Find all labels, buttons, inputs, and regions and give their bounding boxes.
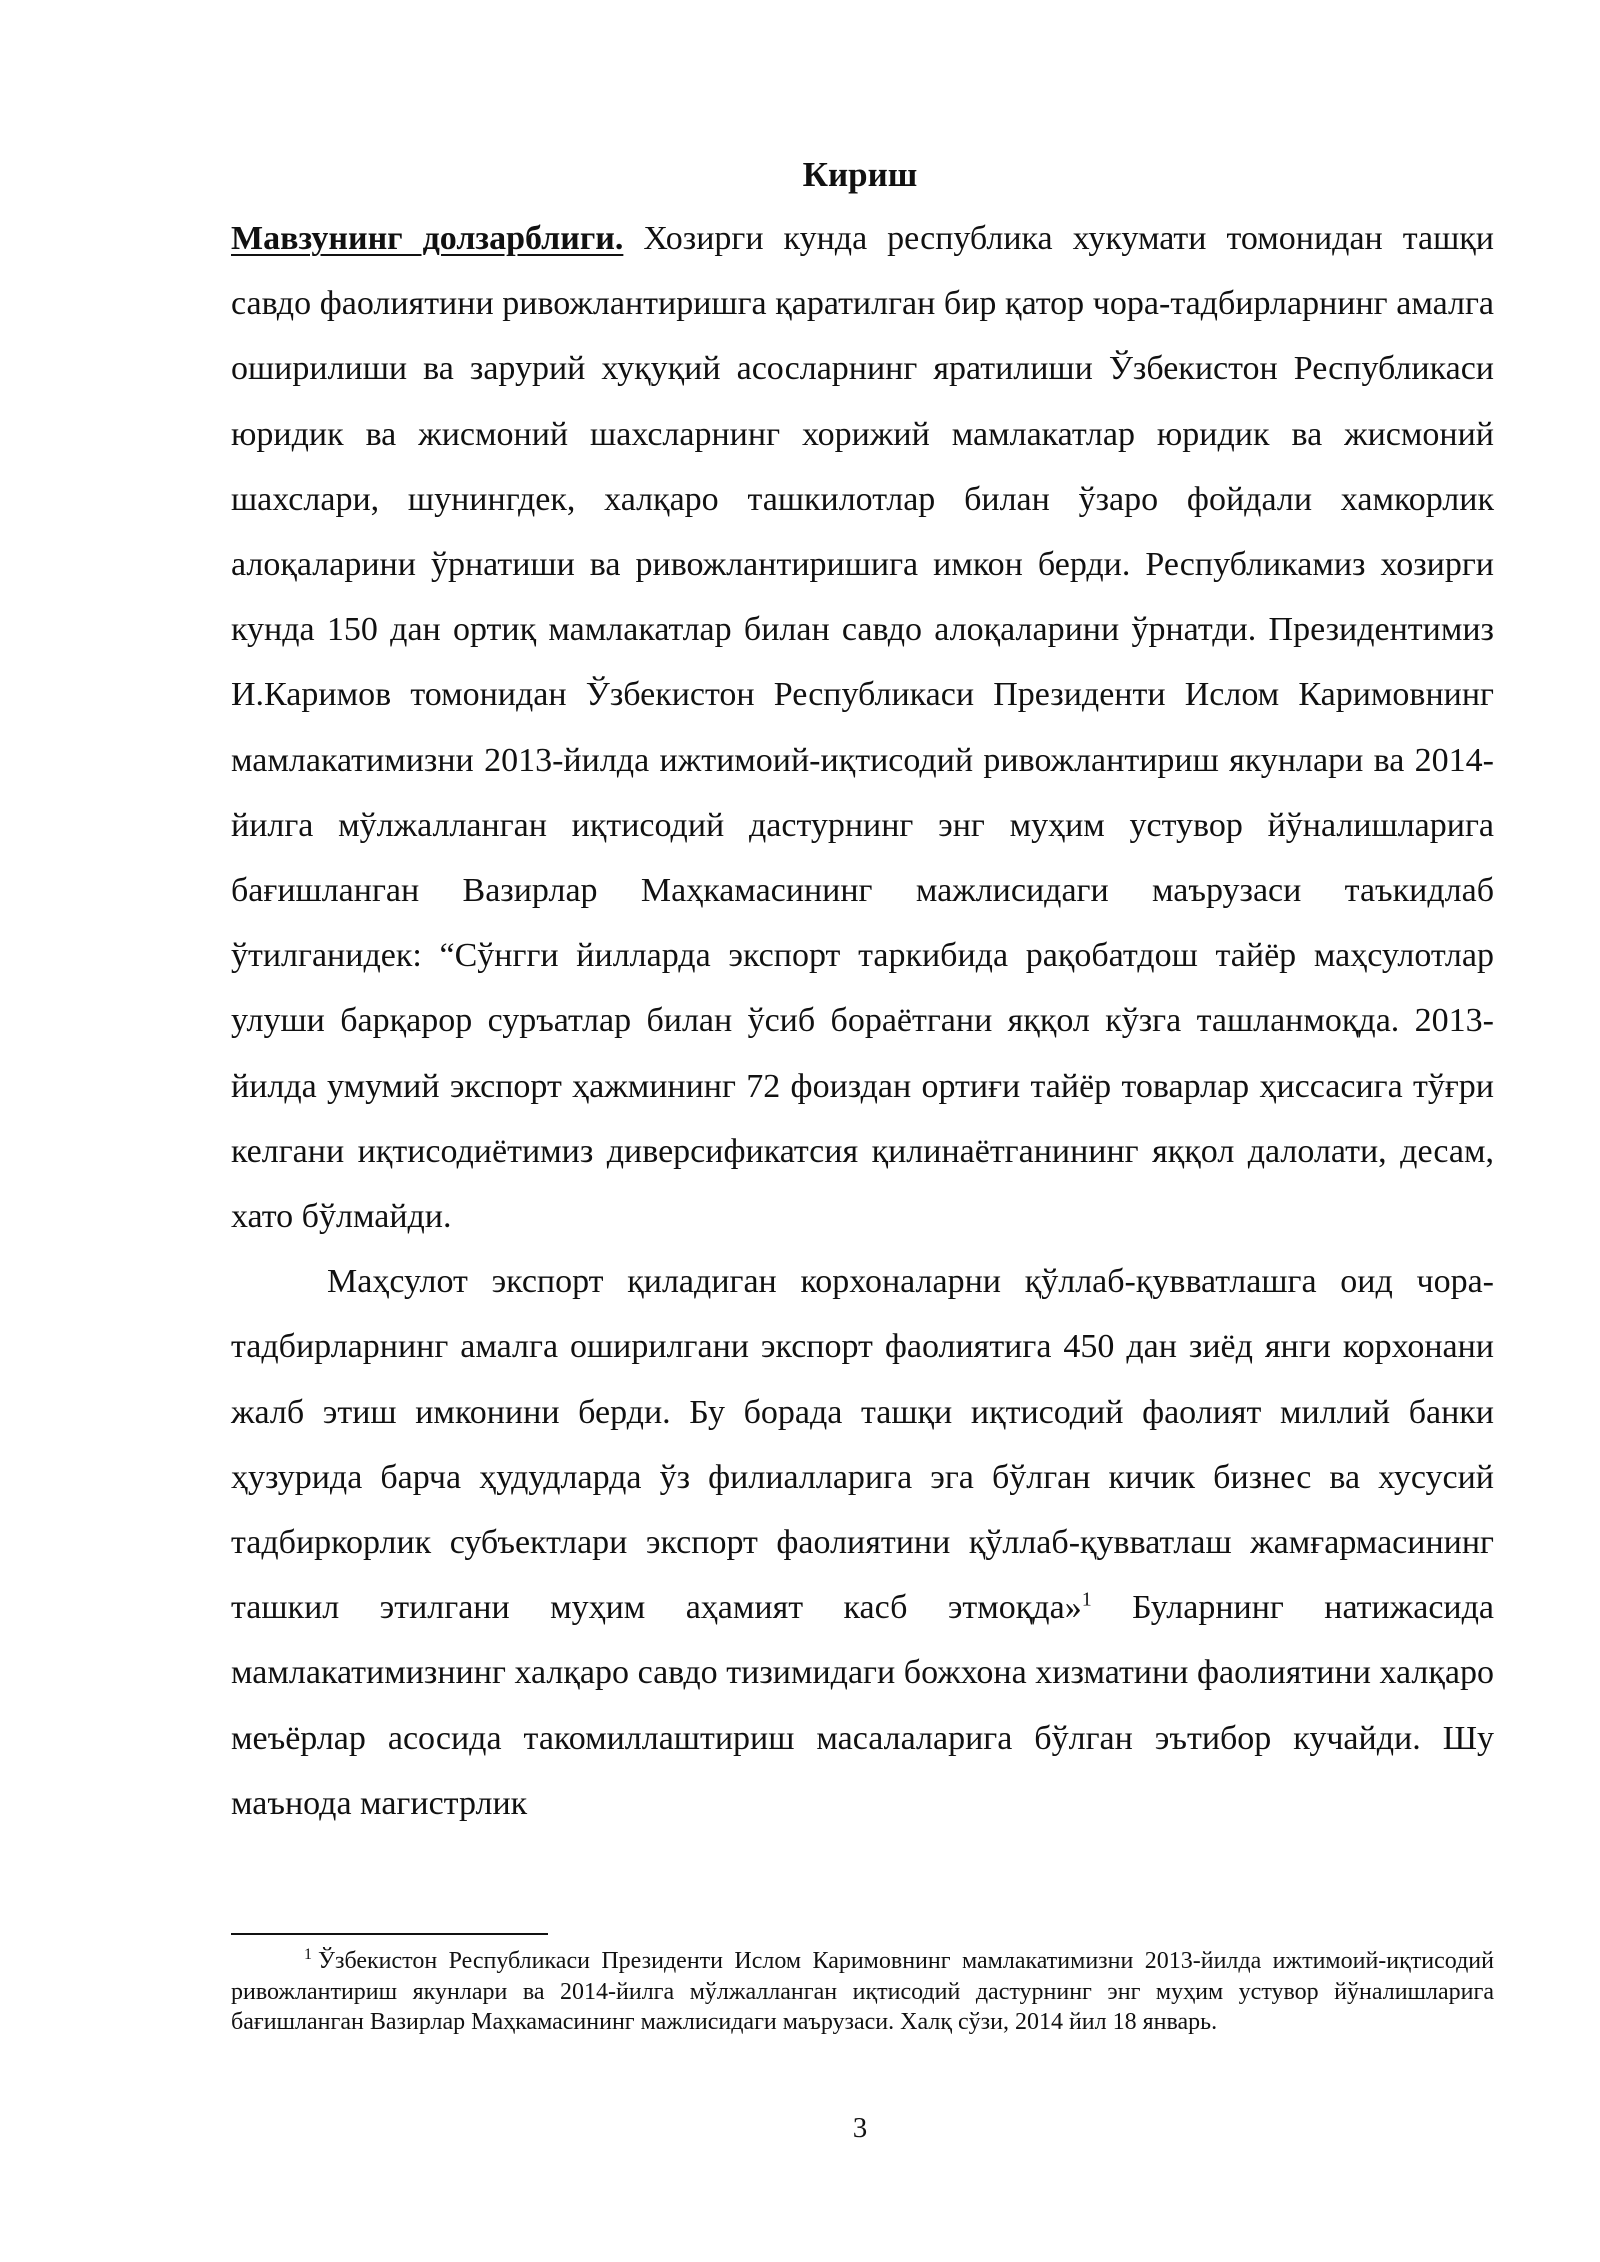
footnote-reference[interactable]: 1 [1081,1588,1092,1611]
paragraph-export [231,1249,1494,1836]
paragraph-relevance [231,206,1494,1249]
paragraph-lead: Мавзунинг долзарблиги. [231,220,624,257]
paragraph-continuation: Буларнинг натижасида мамлакатимизнинг халқаро савдо тизимидаги божхона хизматини фаолиятини халқаро меъёрлар асосида такомиллаштириш масалаларига бўлган эътибор кучайди. Шу маънода магистрлик [231,1589,1494,1822]
body-text [231,206,1494,1836]
page-number: 3 [852,2112,868,2144]
footnote-mark: 1 [304,1946,312,1963]
section-heading: Кириш [802,155,918,194]
paragraph-text: Хозирги кунда республика хукумати томонидан ташқи савдо фаолиятини ривожлантиришга қаратилган бир қатор чора-тадбирларнинг амалга оширилиши ва зарурий хуқуқий асосларнинг яратилиши Ўзбекистон Республикаси юридик ва жисмоний шахсларнинг хорижий мамлакатлар юридик ва жисмоний шахслари, шунингдек, халқаро ташкилотлар билан ўзаро фойдали хамкорлик алоқаларини ўрнатиши ва ривожлантиришига имкон берди. Республикамиз хозирги кунда 150 дан ортиқ мамлакатлар билан савдо алоқаларини ўрнатди. Президентимиз И.Каримов томонидан Ўзбекистон Республикаси Президенти Ислом Каримовнинг мамлакатимизни 2013-йилда ижтимоий-иқтисодий ривожлантириш якунлари ва 2014-йилга мўлжалланган иқтисодий дастурнинг энг муҳим устувор йўналишларига бағишланган Вазирлар Маҳкамасининг мажлисидаги маърузаси таъкидлаб ўтилганидек: “Сўнгги йилларда экспорт таркибида рақобатдош тайёр маҳсулотлар улуши барқарор суръатлар билан ўсиб бораётгани яққол кўзга ташланмоқда. 2013-йилда умумий экспорт ҳажмининг 72 фоиздан ортиғи тайёр товарлар ҳиссасига тўғри келгани иқтисодиётимиз диверсификатсия қилинаётганининг яққол далолати, десам, хато бўлмайди. [231,220,1494,1236]
footnote-separator [231,1933,548,1935]
footnote [231,1946,1494,2038]
paragraph-text: Маҳсулот экспорт қиладиган корхоналарни қўллаб-қувватлашга оид чора-тадбирларнинг амалга оширилгани экспорт фаолиятига 450 дан зиёд янги корхонани жалб этиш имконини берди. Бу борада ташқи иқтисодий фаолият миллий банки ҳузурида барча ҳудудларда ўз филиалларига эга бўлган кичик бизнес ва хусусий тадбиркорлик субъектлари экспорт фаолиятини қўллаб-қувватлаш жамғармасининг ташкил этилгани муҳим аҳамият касб этмоқда» [231,1263,1494,1627]
footnote-text: Ўзбекистон Республикаси Президенти Ислом Каримовнинг мамлакатимизни 2013-йилда ижтимоий-иқтисодий ривожлантириш якунлари ва 2014-йилга мўлжалланган иқтисодий дастурнинг энг муҳим устувор йўналишларига бағишланган Вазирлар Маҳкамасининг мажлисидаги маърузаси. Халқ сўзи, 2014 йил 18 январь. [231,1948,1494,2035]
